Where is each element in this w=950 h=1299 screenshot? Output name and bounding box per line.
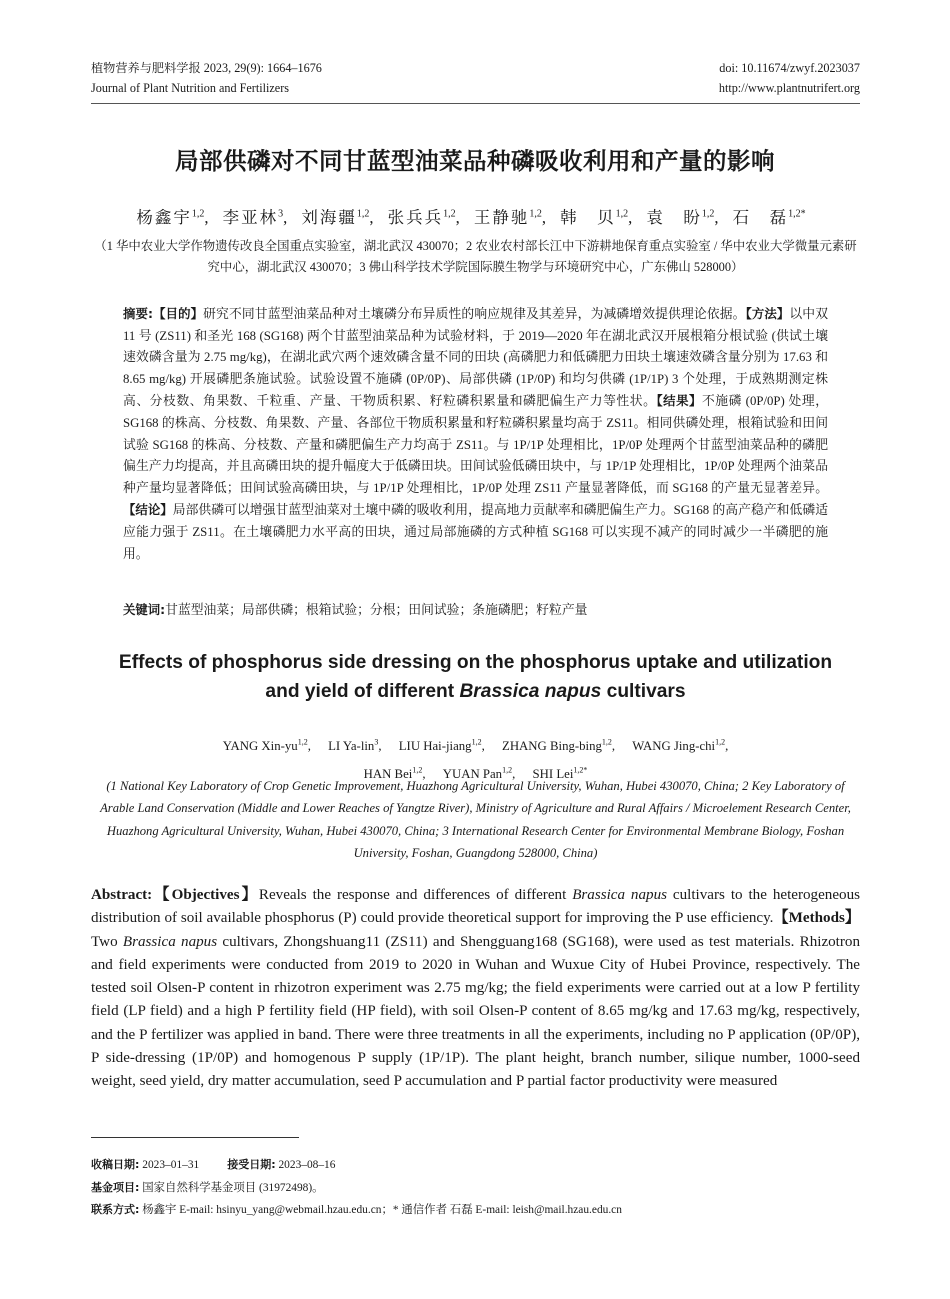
keywords-label: 关键词: [123, 602, 166, 617]
en-author: LI Ya-lin$^3$, [328, 738, 382, 754]
footnote-divider [91, 1137, 299, 1138]
en-author: YANG Xin-yu$^{1,2}$, [222, 738, 311, 754]
cn-author: 张兵兵$^{1,2}$, [387, 208, 462, 227]
footnotes [91, 1154, 860, 1222]
chinese-affiliation: （1 华中农业大学作物遗传改良全国重点实验室，湖北武汉 430070；2 农业农村部长江中下游耕地保育重点实验室 / 华中农业大学微量元素研究中心，湖北武汉 430070；3 佛山科学技术学院国际膜生物学与环境研究中心，广东佛山 528000） [94, 239, 857, 274]
accepted-date: 2023–08–16 [278, 1159, 336, 1171]
conclusion-text: 局部供磷可以增强甘蓝型油菜对土壤中磷的吸收利用，提高地力贡献率和磷肥偏生产力。SG168 的高产稳产和低磷适应能力强于 ZS11。在土壤磷肥力水平高的田块，通过局部施磷的方式种植 SG168 可以实现不减产的同时减少一半磷肥的施用。 [123, 503, 828, 561]
en-title-line1: Effects of phosphorus side dressing on the phosphorus uptake and utilization [118, 652, 833, 673]
doi[interactable]: doi: 10.11674/zwyf.2023037 [719, 61, 860, 75]
cn-author: 韩 贝$^{1,2}$, [560, 208, 635, 227]
en-abstract-label: Abstract: [91, 887, 153, 903]
journal-url[interactable]: http://www.plantnutrifert.org [718, 81, 860, 95]
results-text: 不施磷 (0P/0P) 处理，SG168 的株高、分枝数、角果数、产量、各部位干物质积累量和籽粒磷积累量均高于 ZS11。相同供磷处理，根箱试验和田间试验 SG168 的株高、分枝数、产量和磷肥偏生产力均高于 ZS11。与 1P/1P 处理相比，1P/0P 处理两个甘蓝型油菜品种的磷肥偏生产力均提高，并且高磷田块的提升幅度大于低磷田块。田间试验低磷田块中，与 1P/1P 处理相比，1P/0P 处理两个油菜品种产量均显著降低；田间试验高磷田块，与 1P/1P 处理相比，1P/0P 处理 ZS11 产量显著降低，而 SG168 的产量无显著差异。 [123, 394, 828, 495]
cn-author: 杨鑫宇$^{1,2}$, [136, 208, 211, 227]
journal-en-name: Journal of Plant Nutrition and Fertilizers [91, 81, 290, 95]
header-divider [91, 103, 860, 104]
chinese-authors [0, 204, 950, 228]
en-methods-label: 【Methods】 [773, 910, 861, 927]
chinese-abstract [123, 303, 828, 565]
abstract-label: 摘要: [123, 306, 153, 321]
journal-cn-citation: 植物营养与肥料学报 2023, 29(9): 1664–1676 [91, 61, 322, 75]
received-date: 2023–01–31 [142, 1159, 200, 1171]
funding-text: 国家自然科学基金项目 (31972498)。 [142, 1181, 324, 1194]
chinese-title: 局部供磷对不同甘蓝型油菜品种磷吸收利用和产量的影响 [175, 147, 775, 175]
en-title-line2: and yield of different Brassica napus cultivars [265, 681, 686, 702]
cn-author: 王静驰$^{1,2}$, [473, 208, 548, 227]
english-title [91, 648, 860, 706]
en-author: HAN Bei$^{1,2}$, [363, 765, 426, 781]
en-author: SHI Lei$^{1,2*}$ [532, 765, 588, 781]
cn-author: 袁 盼$^{1,2}$, [646, 208, 721, 227]
keywords [123, 600, 828, 620]
conclusion-label: 【结论】 [123, 502, 173, 518]
objective-label: 【目的】 [152, 306, 204, 321]
methods-label: 【方法】 [745, 306, 790, 321]
english-abstract: Abstract:【Objectives】Reveals the response and differences of different Brassica napus cultivars to the heterogeneous distribution of soil available phosphorus (P) could provide theoretical support for improving the P use efficiency.【Methods】Two Brassica napus cultivars, Zhongshuang11 (ZS11) and Shengguang168 (SG168), were used as test materials. Rhizotron and field experiments were conducted from 2019 to 2020 in Wuhan and Wuxue City of Hubei Province, respectively. The tested soil Olsen-P content in rhizotron experiment was 2.75 mg/kg; the field experiments were carried out at a low P fertility field (LP field) and a high P fertility field (HP field), with soil Olsen-P content of 8.65 mg/kg and 17.63 mg/kg, respectively, and the P fertilizer was applied in band. There were three treatments in all the experiments, including no P application (0P/0P), P side-dressing (1P/0P) and homogenous P supply (1P/1P). The plant height, branch number, silique number, 1000-seed weight, seed yield, dry matter accumulation, seed P accumulation and P partial factor productivity were measured [91, 887, 861, 1090]
english-affiliation: (1 National Key Laboratory of Crop Genetic Improvement, Huazhong Agricultural University, Wuhan, Hubei 430070, China; 2 Key Laboratory of Arable Land Conservation (Middle and Lower Reaches of Yangtze River), Ministry of Agriculture and Rural Affairs / Microelement Research Center, Huazhong Agricultural University, Wuhan, Hubei 430070, China; 3 International Research Center for Environmental Membrane Biology, Foshan University, Foshan, Guangdong 528000, China) [100, 779, 851, 861]
funding-line: 基金项目: 国家自然科学基金项目 (31972498)。 [91, 1180, 324, 1194]
running-header [91, 58, 860, 98]
contact-text: 杨鑫宇 E-mail: hsinyu_yang@webmail.hzau.edu.cn；* 通信作者 石磊 E-mail: leish@mail.hzau.edu.cn [142, 1204, 622, 1217]
keywords-text: 甘蓝型油菜；局部供磷；根箱试验；分根；田间试验；条施磷肥；籽粒产量 [165, 603, 588, 617]
species-name: Brassica napus [459, 681, 602, 702]
results-label: 【结果】 [656, 393, 702, 409]
contact-line: 联系方式: 杨鑫宇 E-mail: hsinyu_yang@webmail.hzau.edu.cn；* 通信作者 石磊 E-mail: leish@mail.hzau.edu.cn [91, 1203, 622, 1217]
cn-author: 石 磊$^{1,2*}$ [732, 208, 806, 227]
en-author: WANG Jing-chi$^{1,2}$, [632, 738, 729, 754]
en-author: YUAN Pan$^{1,2}$, [442, 765, 516, 781]
en-author: ZHANG Bing-bing$^{1,2}$, [502, 738, 616, 754]
cn-author: 刘海疆$^{1,2}$, [301, 208, 376, 227]
cn-author: 李亚林$^3$, [222, 208, 290, 227]
methods-text: 以中双 11 号 (ZS11) 和圣光 168 (SG168) 两个甘蓝型油菜品种为试验材料，于 2019—2020 年在湖北武汉开展根箱分根试验 (供试土壤速效磷含量为 2.75 mg/kg)，在湖北武穴两个速效磷含量不同的田块 (高磷肥力和低磷肥力田块土壤速效磷含量分别为 17.63 和 8.65 mg/kg) 开展磷肥条施试验。试验设置不施磷 (0P/0P)、局部供磷 (1P/0P) 和均匀供磷 (1P/1P) 3 个处理，于成熟期测定株高、分枝数、角果数、千粒重、产量、干物质积累、籽粒磷积累量和磷肥偏生产力等性状。 [123, 307, 829, 409]
dates-line: 收稿日期: 2023–01–31 接受日期: 2023–08–16 [91, 1158, 336, 1171]
en-author: LIU Hai-jiang$^{1,2}$, [398, 738, 485, 754]
objectives-label: 【Objectives】 [152, 887, 259, 903]
objective-text: 研究不同甘蓝型油菜品种对土壤磷分布异质性的响应规律及其差异，为减磷增效提供理论依据。 [203, 307, 746, 321]
